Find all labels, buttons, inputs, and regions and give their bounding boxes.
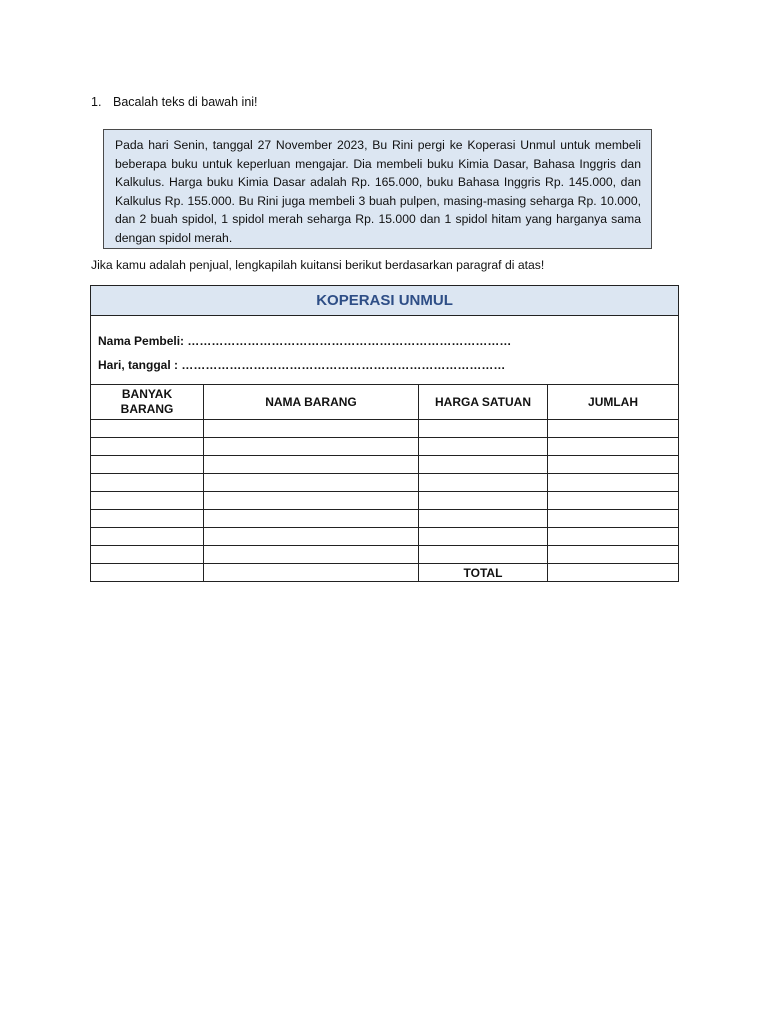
total-empty-cell-1 xyxy=(91,564,204,582)
column-header-amount: JUMLAH xyxy=(548,385,679,420)
column-header-item-name: NAMA BARANG xyxy=(204,385,419,420)
receipt-info xyxy=(91,316,679,385)
date-line: Hari, tanggal : ……………………………………………………………………… xyxy=(98,358,506,372)
quantity-cell xyxy=(91,510,204,528)
quantity-cell xyxy=(91,438,204,456)
item-name-cell xyxy=(204,546,419,564)
amount-cell xyxy=(548,492,679,510)
task-instruction: Jika kamu adalah penjual, lengkapilah kuitansi berikut berdasarkan paragraf di atas! xyxy=(91,258,545,272)
unit-price-cell xyxy=(419,492,548,510)
unit-price-cell xyxy=(419,456,548,474)
receipt-title: KOPERASI UNMUL xyxy=(91,286,679,316)
item-name-cell xyxy=(204,510,419,528)
table-row xyxy=(91,474,679,492)
quantity-cell xyxy=(91,456,204,474)
item-name-cell xyxy=(204,438,419,456)
item-name-cell xyxy=(204,474,419,492)
quantity-cell xyxy=(91,528,204,546)
amount-cell xyxy=(548,546,679,564)
item-name-cell xyxy=(204,456,419,474)
quantity-cell xyxy=(91,492,204,510)
table-row xyxy=(91,456,679,474)
amount-cell xyxy=(548,420,679,438)
item-name-cell xyxy=(204,492,419,510)
unit-price-cell xyxy=(419,546,548,564)
table-row xyxy=(91,438,679,456)
column-header-unit-price: HARGA SATUAN xyxy=(419,385,548,420)
unit-price-cell xyxy=(419,528,548,546)
reading-passage-text: Pada hari Senin, tanggal 27 November 2023, Bu Rini pergi ke Koperasi Unmul untuk membeli beberapa buku untuk keperluan mengajar. Dia membeli buku Kimia Dasar, Bahasa Inggris dan Kalkulus. Harga buku Kimia Dasar adalah Rp. 165.000, buku Bahasa Inggris Rp. 145.000, dan Kalkulus Rp. 155.000. Bu Rini juga membeli 3 buah pulpen, masing-masing seharga Rp. 10.000, dan 2 buah spidol, 1 spidol merah seharga Rp. 15.000 dan 1 spidol hitam yang harganya sama dengan spidol merah. xyxy=(115,138,641,245)
amount-cell xyxy=(548,456,679,474)
table-row xyxy=(91,492,679,510)
amount-cell xyxy=(548,474,679,492)
quantity-cell xyxy=(91,546,204,564)
quantity-cell xyxy=(91,474,204,492)
unit-price-cell xyxy=(419,438,548,456)
instruction xyxy=(91,94,258,110)
total-label: TOTAL xyxy=(419,564,548,582)
table-row xyxy=(91,546,679,564)
item-name-cell xyxy=(204,528,419,546)
receipt-body xyxy=(91,420,679,582)
table-row xyxy=(91,420,679,438)
column-header-row xyxy=(91,385,679,420)
reading-passage-box xyxy=(103,129,652,249)
instruction-text: Bacalah teks di bawah ini! xyxy=(113,95,258,109)
item-name-cell xyxy=(204,420,419,438)
column-header-quantity: BANYAK BARANG xyxy=(91,385,204,420)
receipt-table xyxy=(90,285,679,582)
instruction-number: 1. xyxy=(91,95,102,109)
unit-price-cell xyxy=(419,510,548,528)
amount-cell xyxy=(548,438,679,456)
quantity-cell xyxy=(91,420,204,438)
buyer-name-line: Nama Pembeli: ……………………………………………………………………… xyxy=(98,334,512,348)
total-amount-cell xyxy=(548,564,679,582)
unit-price-cell xyxy=(419,420,548,438)
total-empty-cell-2 xyxy=(204,564,419,582)
amount-cell xyxy=(548,510,679,528)
unit-price-cell xyxy=(419,474,548,492)
table-row xyxy=(91,528,679,546)
table-row xyxy=(91,510,679,528)
amount-cell xyxy=(548,528,679,546)
total-row xyxy=(91,564,679,582)
